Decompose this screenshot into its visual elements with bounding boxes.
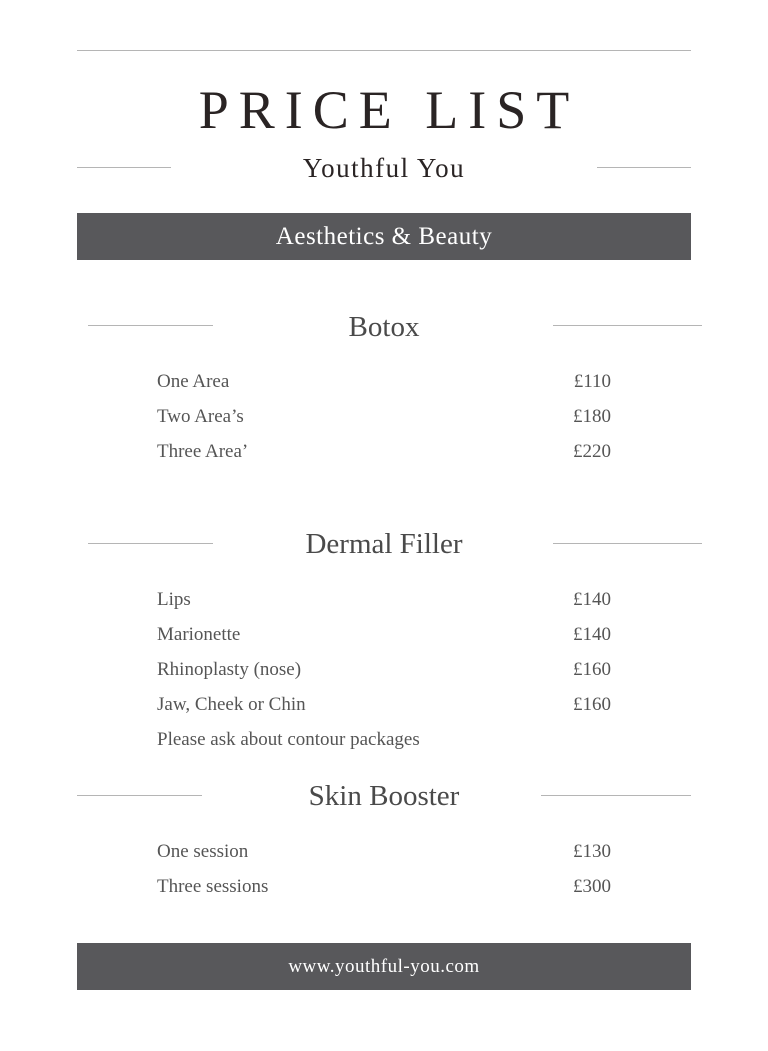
brand-name: Youthful You xyxy=(302,153,466,183)
item-price: £130 xyxy=(573,841,611,862)
item-price: £220 xyxy=(573,441,611,462)
item-price: £140 xyxy=(573,624,611,645)
item-name: Jaw, Cheek or Chin xyxy=(157,694,306,715)
item-price: £140 xyxy=(573,589,611,610)
price-item xyxy=(157,402,611,432)
item-name: Two Area’s xyxy=(157,406,244,427)
price-item xyxy=(157,690,611,720)
item-price: £160 xyxy=(573,659,611,680)
item-name: Lips xyxy=(157,589,191,610)
brand-divider-right xyxy=(597,167,691,168)
item-name: Rhinoplasty (nose) xyxy=(157,659,302,680)
price-item xyxy=(157,437,611,467)
section-title-skin-booster: Skin Booster xyxy=(308,780,460,812)
category-banner: Aesthetics & Beauty xyxy=(77,213,691,260)
item-name: Marionette xyxy=(157,624,241,645)
price-item xyxy=(157,655,611,685)
item-price: £180 xyxy=(573,406,611,427)
section-title-dermal-filler: Dermal Filler xyxy=(305,528,463,560)
contour-packages-note: Please ask about contour packages xyxy=(157,729,420,750)
item-name: One session xyxy=(157,841,249,862)
price-item xyxy=(157,367,611,397)
item-price: £160 xyxy=(573,694,611,715)
price-item xyxy=(157,872,611,902)
section-divider-right xyxy=(553,325,702,326)
top-divider xyxy=(77,50,691,51)
item-name: Three Area’ xyxy=(157,441,249,462)
footer-band xyxy=(77,943,691,990)
item-name: One Area xyxy=(157,371,230,392)
section-divider-right xyxy=(541,795,691,796)
price-item xyxy=(157,837,611,867)
price-item xyxy=(157,585,611,615)
item-price: £110 xyxy=(573,371,611,392)
item-name: Three sessions xyxy=(157,876,269,897)
page-title: PRICE LIST xyxy=(198,80,580,140)
website-link[interactable]: www.youthful-you.com xyxy=(288,956,480,977)
price-item xyxy=(157,620,611,650)
section-divider-right xyxy=(553,543,702,544)
item-price: £300 xyxy=(573,876,611,897)
section-title-botox: Botox xyxy=(348,311,420,343)
